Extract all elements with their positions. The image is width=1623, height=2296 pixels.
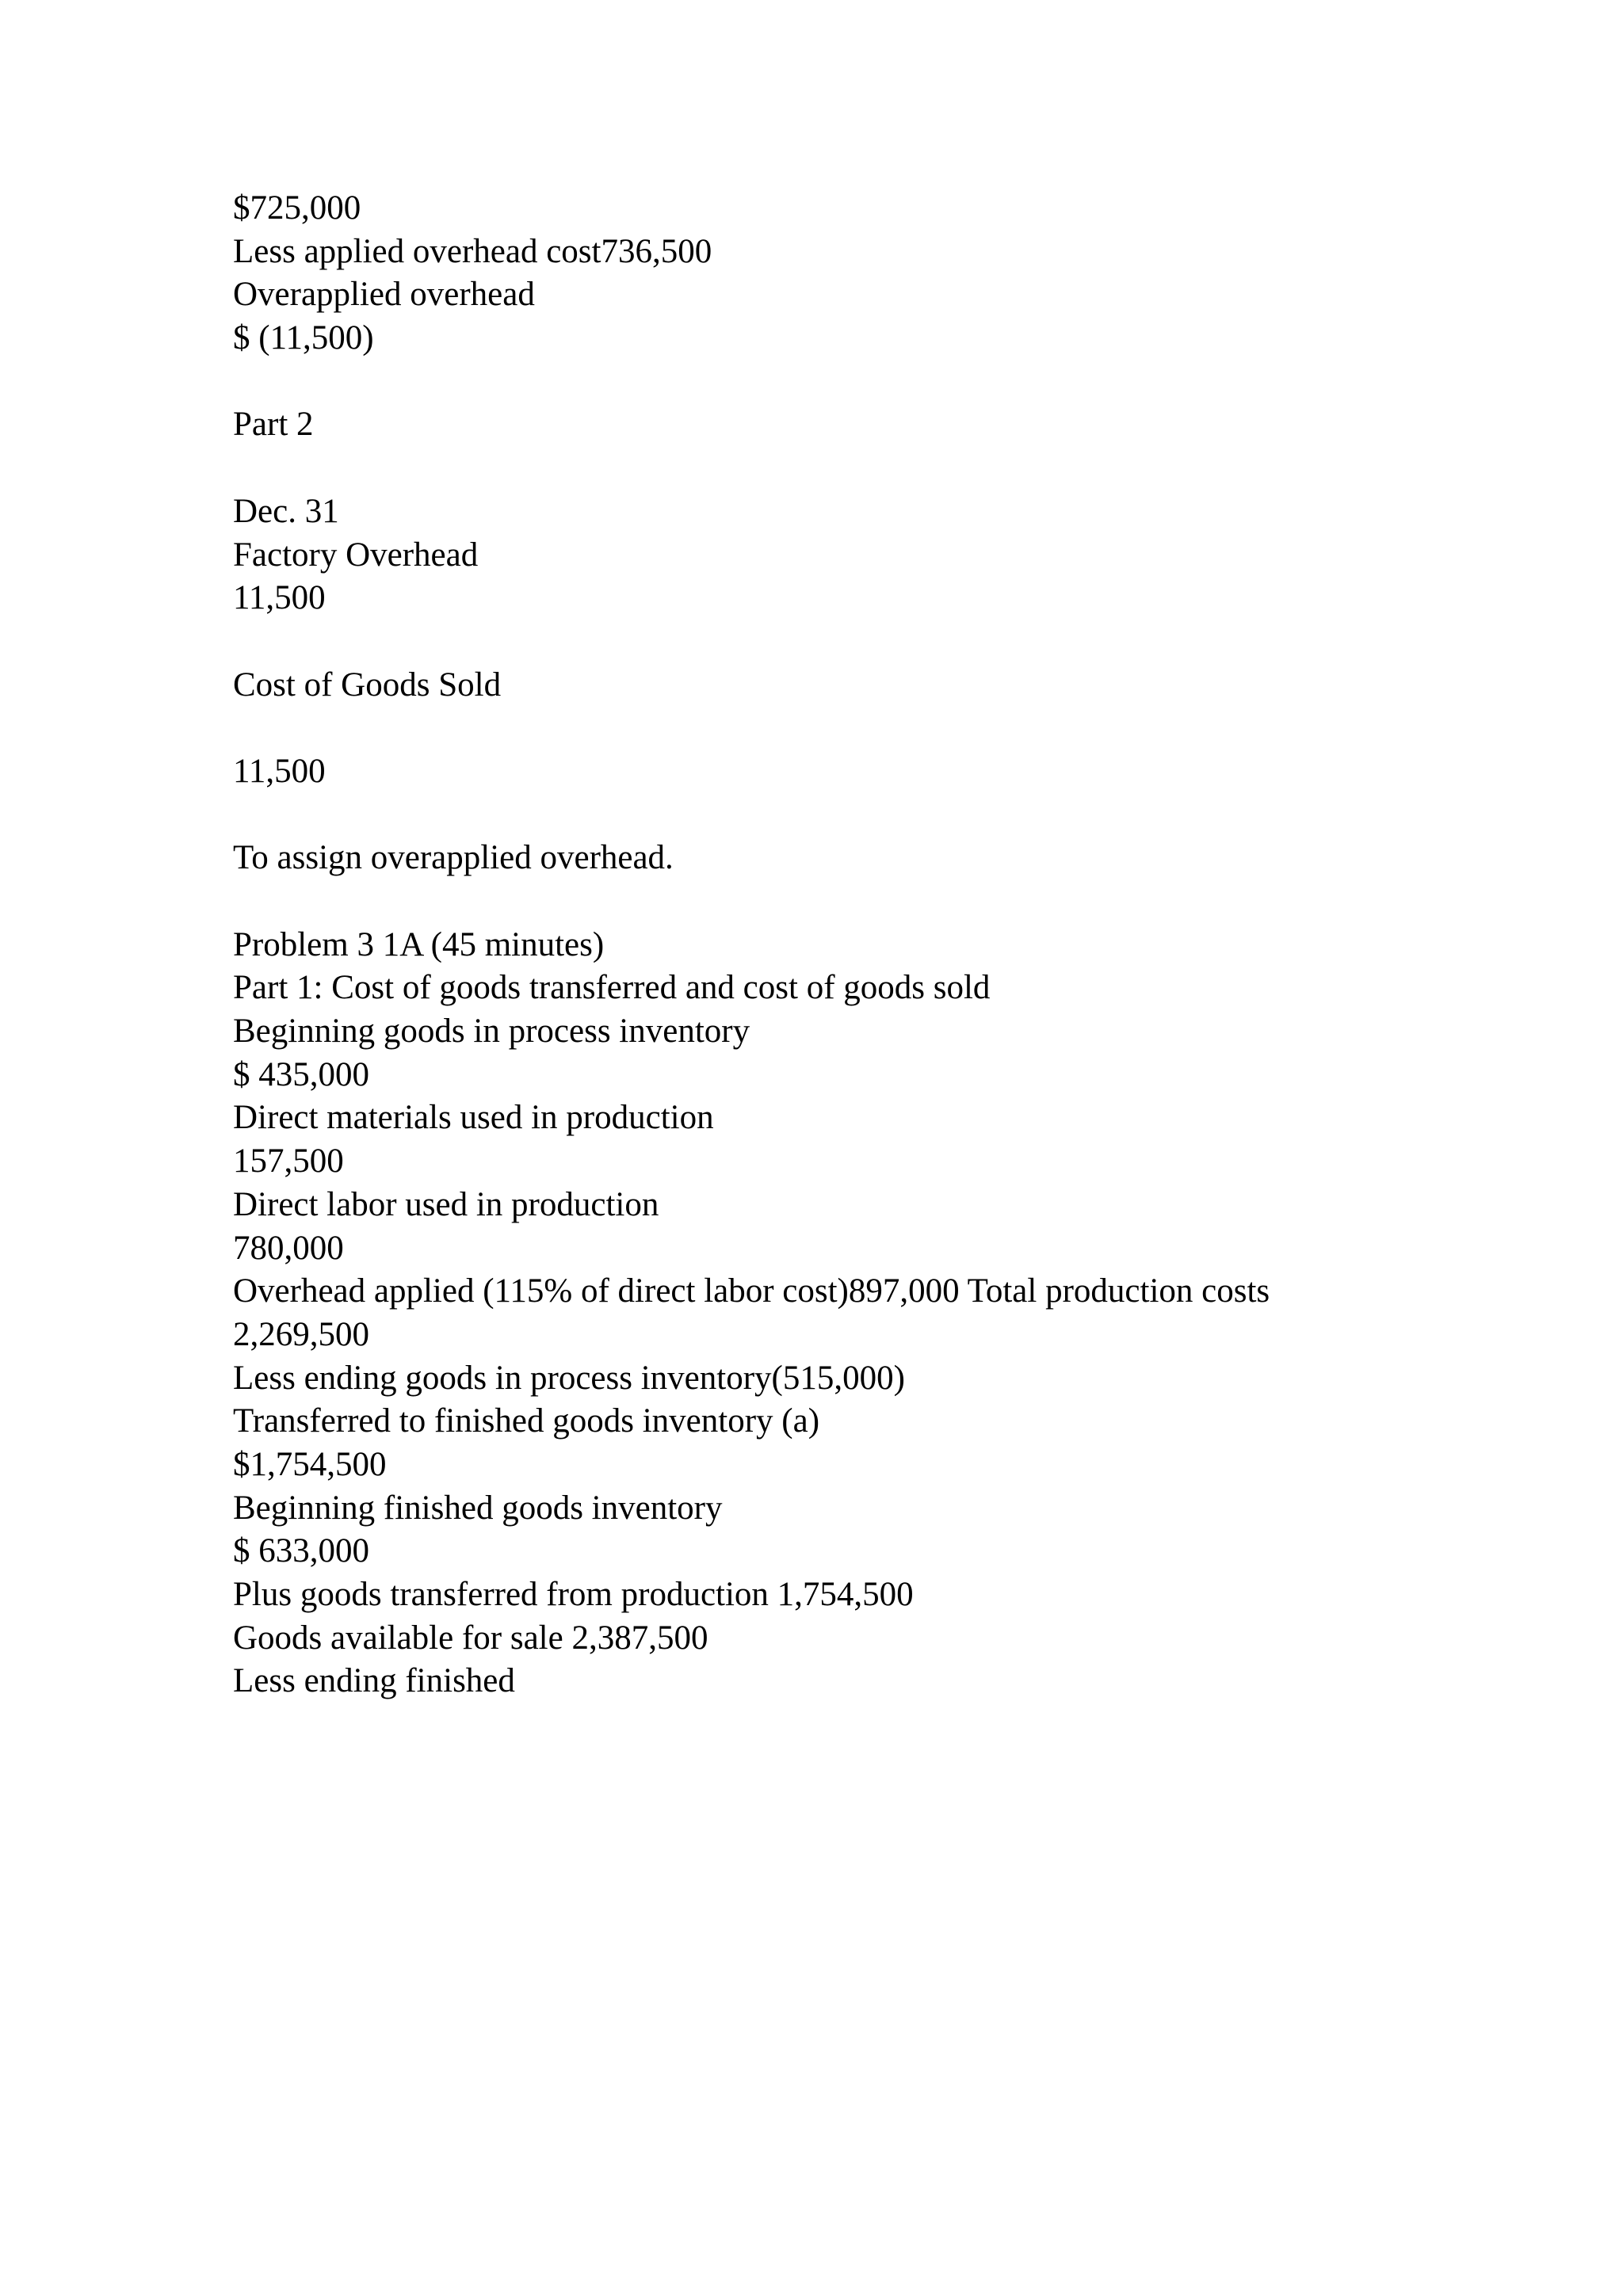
problem-line: Transferred to finished goods inventory (a): [233, 1402, 820, 1440]
blank-line: [233, 880, 1580, 924]
problem-line: Less ending goods in process inventory(515,000): [233, 1359, 905, 1397]
blank-line: [233, 794, 1580, 837]
problem-line: $1,754,500: [233, 1445, 387, 1483]
problem-line: Overhead applied (115% of direct labor cost)897,000 Total production costs: [233, 1272, 1270, 1310]
overapplied-label-line: Overapplied overhead: [233, 276, 535, 314]
problem-line: 157,500: [233, 1142, 344, 1180]
blank-line: [233, 707, 1580, 750]
problem-part1-heading: Part 1: Cost of goods transferred and cost of goods sold: [233, 969, 991, 1007]
problem-line: $ 633,000: [233, 1532, 369, 1570]
problem-line: Beginning finished goods inventory: [233, 1489, 723, 1527]
journal-credit-amount: 11,500: [233, 752, 326, 790]
overapplied-amount-line: $ (11,500): [233, 319, 374, 357]
problem-line: $ 435,000: [233, 1055, 369, 1093]
journal-debit-amount: 11,500: [233, 579, 326, 617]
journal-entry-date: Dec. 31: [233, 492, 339, 530]
journal-explanation: To assign overapplied overhead.: [233, 839, 674, 877]
overhead-total-line: $725,000: [233, 189, 361, 227]
problem-line: Direct labor used in production: [233, 1185, 659, 1223]
problem-line: Goods available for sale 2,387,500: [233, 1619, 708, 1657]
blank-line: [233, 620, 1580, 664]
problem-heading: Problem 3 1A (45 minutes): [233, 925, 605, 963]
problem-line: 780,000: [233, 1229, 344, 1267]
applied-overhead-line: Less applied overhead cost736,500: [233, 232, 712, 270]
document-text: [233, 187, 1580, 1703]
journal-debit-account: Factory Overhead: [233, 536, 479, 574]
problem-line: Less ending finished: [233, 1662, 515, 1700]
part2-heading: Part 2: [233, 406, 314, 444]
blank-line: [233, 447, 1580, 490]
problem-line: Direct materials used in production: [233, 1099, 714, 1137]
problem-line: 2,269,500: [233, 1315, 369, 1353]
journal-credit-account: Cost of Goods Sold: [233, 666, 502, 704]
blank-line: [233, 360, 1580, 404]
problem-line: Plus goods transferred from production 1,754,500: [233, 1576, 914, 1613]
problem-line: Beginning goods in process inventory: [233, 1013, 750, 1051]
